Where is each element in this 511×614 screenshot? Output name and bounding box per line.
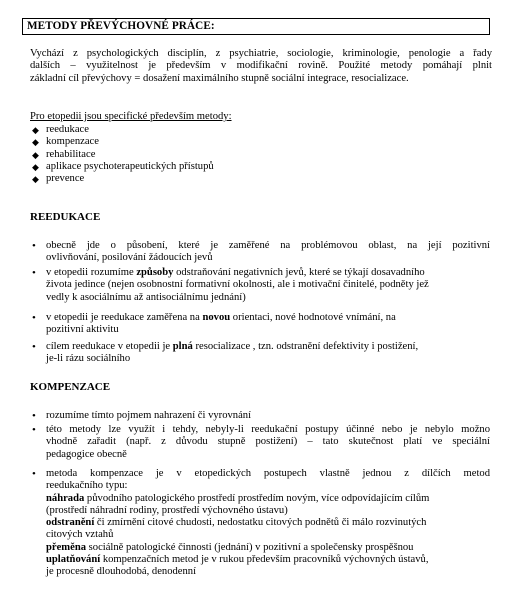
- list-item-text: rehabilitace: [46, 148, 96, 160]
- bullet-icon: •: [32, 410, 36, 422]
- list-item-text: je-li rázu sociálního: [46, 353, 131, 365]
- list-item-text: reedukačního typu:: [46, 480, 128, 492]
- section-heading-reedukace: REEDUKACE: [30, 211, 101, 223]
- intro-line: základní cíl převýchovy = dosažení maximálního stupně sociální integrace, resocializace.: [30, 72, 409, 84]
- list-item: [32, 161, 492, 173]
- list-item-text: pozitivní aktivitu: [46, 324, 119, 336]
- page-title: METODY PŘEVÝCHOVNÉ PRÁCE:: [27, 20, 215, 32]
- emphasis-text: způsoby: [136, 267, 174, 278]
- list-item-text: aplikace psychoterapeutických přístupů: [46, 160, 214, 172]
- list-item-text: metoda kompenzace je v etopedických postupech vlastně jednou z dílčích metod: [46, 468, 490, 479]
- list-item-text: této metody lze využít i tehdy, nebyly-li reedukační postupy účinné nebo je nebylo možno: [46, 424, 490, 435]
- methods-heading-text: Pro etopedii jsou specifické především metody:: [30, 111, 232, 122]
- emphasis-text: novou: [202, 312, 231, 323]
- diamond-bullet-icon: ◆: [32, 125, 39, 135]
- intro-paragraph: [30, 48, 492, 85]
- list-item-text: prevence: [46, 173, 85, 185]
- list-item-text: odstraňování negativních jevů, které se týkají dosavadního: [173, 267, 425, 278]
- bullet-icon: •: [32, 312, 36, 324]
- emphasis-text: náhrada: [46, 492, 85, 504]
- list-item-text: vhodně zařadit (např. z důvodu stupně postižení) – tato skutečnost platí ve speciální: [46, 436, 490, 448]
- list-item-text: pedagogice obecně: [46, 448, 127, 460]
- list-item-text: rozumíme tímto pojmem nahrazení či vyrovnání: [46, 410, 252, 421]
- list-item: [32, 136, 492, 148]
- intro-line: dalších – využitelnost je především v modifikační rovině. Použité metody pomáhají plnit: [30, 60, 492, 72]
- list-item-text: kompenzačních metod je v rukou především pracovníků výchovných ústavů,: [100, 554, 429, 566]
- list-item-text: či zmírnění citové chudosti, nedostatku citových podnětů či málo rozvinutých: [94, 517, 427, 529]
- diamond-bullet-icon: ◆: [32, 161, 39, 172]
- emphasis-text: přeměna: [46, 541, 87, 553]
- bullet-icon: •: [32, 424, 36, 436]
- list-item: [32, 124, 492, 136]
- list-item-text: v etopedii je reedukace zaměřena na: [46, 312, 203, 323]
- list-item-text: reedukace: [46, 124, 89, 135]
- diamond-bullet-icon: ◆: [32, 149, 39, 160]
- diamond-bullet-icon: ◆: [32, 137, 39, 148]
- list-item-text: cílem reedukace v etopedii je: [46, 341, 173, 352]
- list-item-text: původního patologického prostředí prostředím novým, více odpovídajícím cílům: [84, 492, 430, 504]
- emphasis-text: odstranění: [46, 517, 95, 529]
- emphasis-text: uplatňování: [46, 554, 101, 566]
- list-item-text: resocializace , tzn. odstranění defektivity i postižení,: [192, 341, 419, 352]
- title-box: [22, 18, 490, 35]
- list-item-text: vedly k asociálnímu až antisociálnímu jednání): [46, 291, 246, 303]
- bullet-icon: •: [32, 267, 36, 279]
- intro-line: Vychází z psychologických disciplín, z psychiatrie, sociologie, kriminologie, penologie a řady: [30, 48, 492, 59]
- bullet-icon: •: [32, 240, 36, 252]
- bullet-icon: •: [32, 468, 36, 480]
- diamond-bullet-icon: ◆: [32, 174, 39, 185]
- list-item-text: orientaci, nové hodnotové vnímání, na: [230, 312, 396, 323]
- list-item-text: obecně jde o působení, které je zaměřené na problémovou oblast, na její pozitivní: [46, 240, 490, 251]
- list-item-text: citových vztahů: [46, 529, 114, 541]
- list-item: [32, 173, 492, 185]
- list-item: [32, 149, 492, 161]
- list-item-text: sociálně patologické činnosti (jednání) v pozitivní a společensky prospěšnou: [86, 541, 414, 553]
- list-item-text: je procesně dlouhodobá, denodenní: [46, 566, 197, 578]
- methods-list: [32, 124, 492, 185]
- list-item-text: v etopedii rozumíme: [46, 267, 137, 278]
- emphasis-text: plná: [172, 341, 193, 352]
- list-item-text: ovlivňování, posilování žádoucích jevů: [46, 252, 213, 264]
- bullet-icon: •: [32, 341, 36, 353]
- list-item-text: života jedince (nejen osobnostní formativní okolnosti, ale i motivační činitelé, podněty jež: [46, 279, 429, 291]
- list-item-text: kompenzace: [46, 136, 99, 148]
- list-item-text: (prostředí náhradní rodiny, prostředí výchovného ústavu): [46, 504, 288, 516]
- methods-heading: [30, 111, 492, 123]
- section-heading-kompenzace: KOMPENZACE: [30, 381, 111, 393]
